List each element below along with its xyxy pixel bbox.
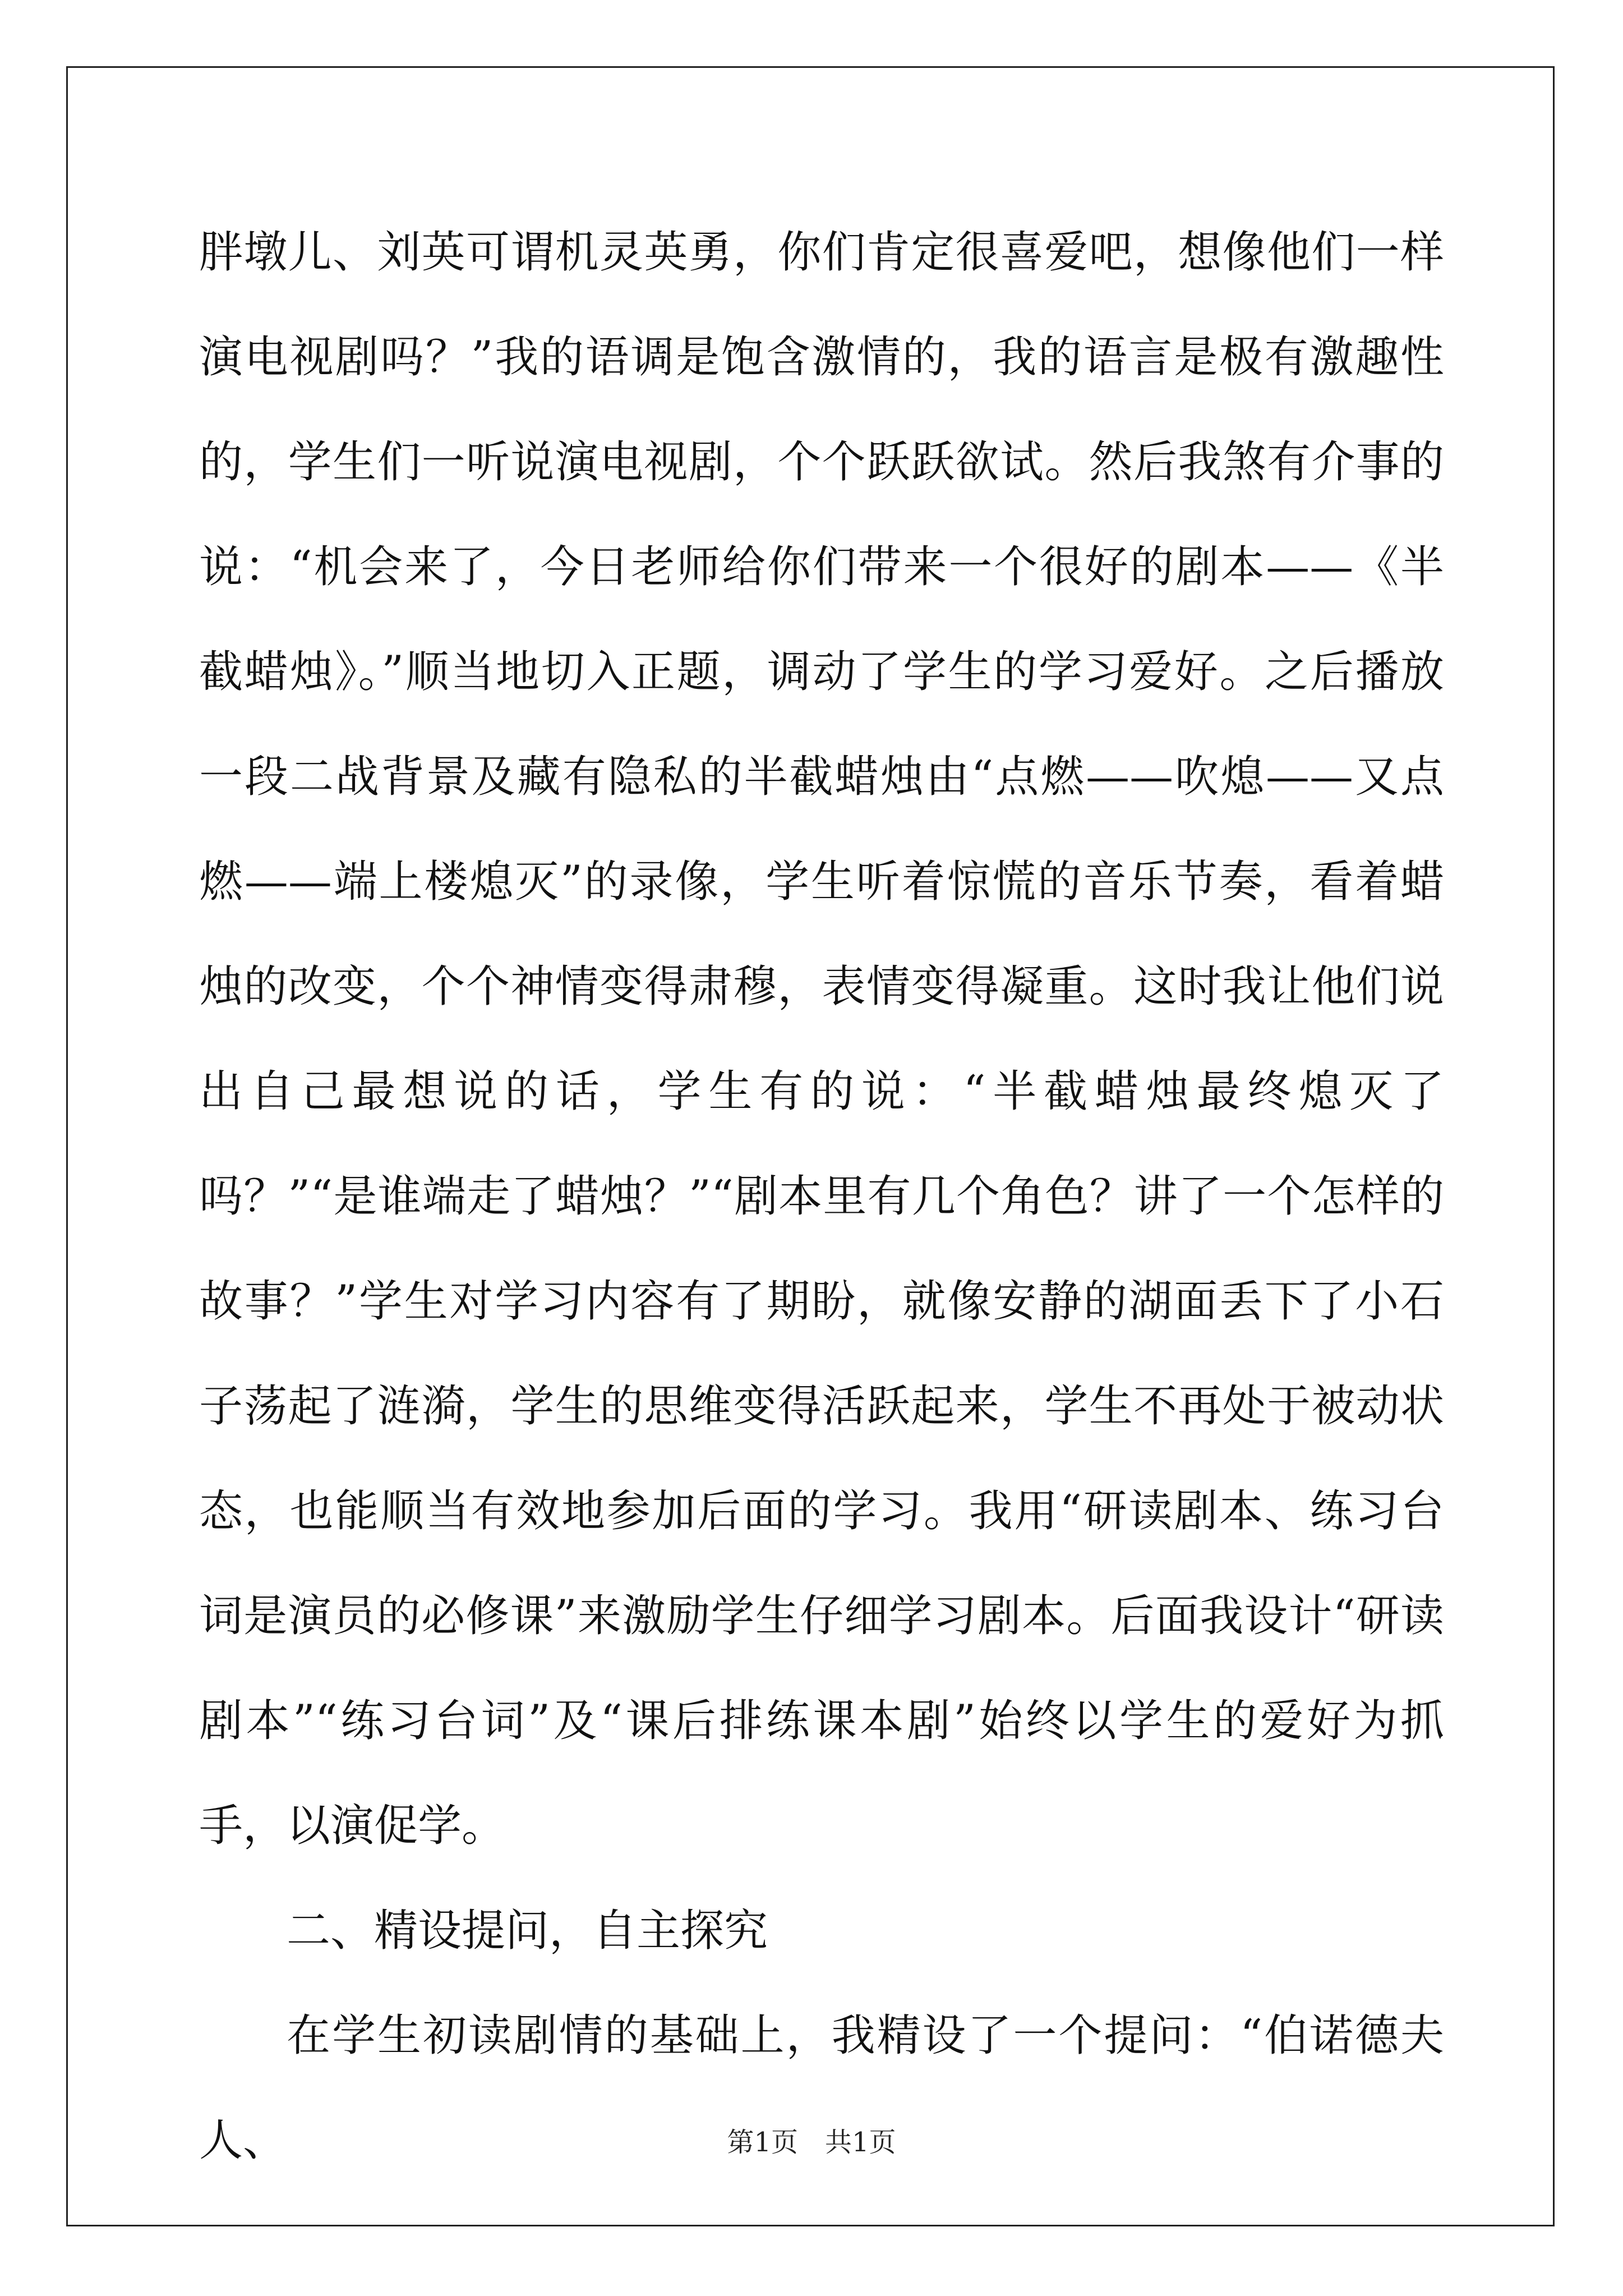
body-paragraph-2: 在学生初读剧情的基础上，我精设了一个提问：“伯诺德夫人、 — [199, 2010, 1444, 2166]
section-heading: 二、精设提问，自主探究 — [287, 1906, 768, 1956]
page-footer: 第1页 共1页 — [727, 2127, 896, 2158]
document-body — [199, 200, 1444, 2193]
body-paragraph-1: 胖墩儿、刘英可谓机灵英勇，你们肯定很喜爱吧，想像他们一样演电视剧吗？”我的语调是饱含激情的，我的语言是极有激趣性的，学生们一听说演电视剧，个个跃跃欲试。然后我煞有介事的说：“机会来了，今日老师给你们带来一个很好的剧本——《半截蜡烛》。”顺当地切入正题，调动了学生的学习爱好。之后播放一段二战背景及藏有隐私的半截蜡烛由“点燃——吹熄——又点燃——端上楼熄灭”的录像，学生听着惊慌的音乐节奏，看着蜡烛的改变，个个神情变得肃穆，表情变得凝重。这时我让他们说出自己最想说的话，学生有的说：“半截蜡烛最终熄灭了吗？”“是谁端走了蜡烛？”“剧本里有几个角色？讲了一个怎样的故事？”学生对学习内容有了期盼，就像安静的湖面丢下了小石子荡起了涟漪，学生的思维变得活跃起来，学生不再处于被动状态，也能顺当有效地参加后面的学习。我用“研读剧本、练习台词是演员的必修课”来激励学生仔细学习剧本。后面我设计“研读剧本”“练习台词”及“课后排练课本剧”始终以学生的爱好为抓手，以演促学。 — [199, 227, 1444, 1851]
